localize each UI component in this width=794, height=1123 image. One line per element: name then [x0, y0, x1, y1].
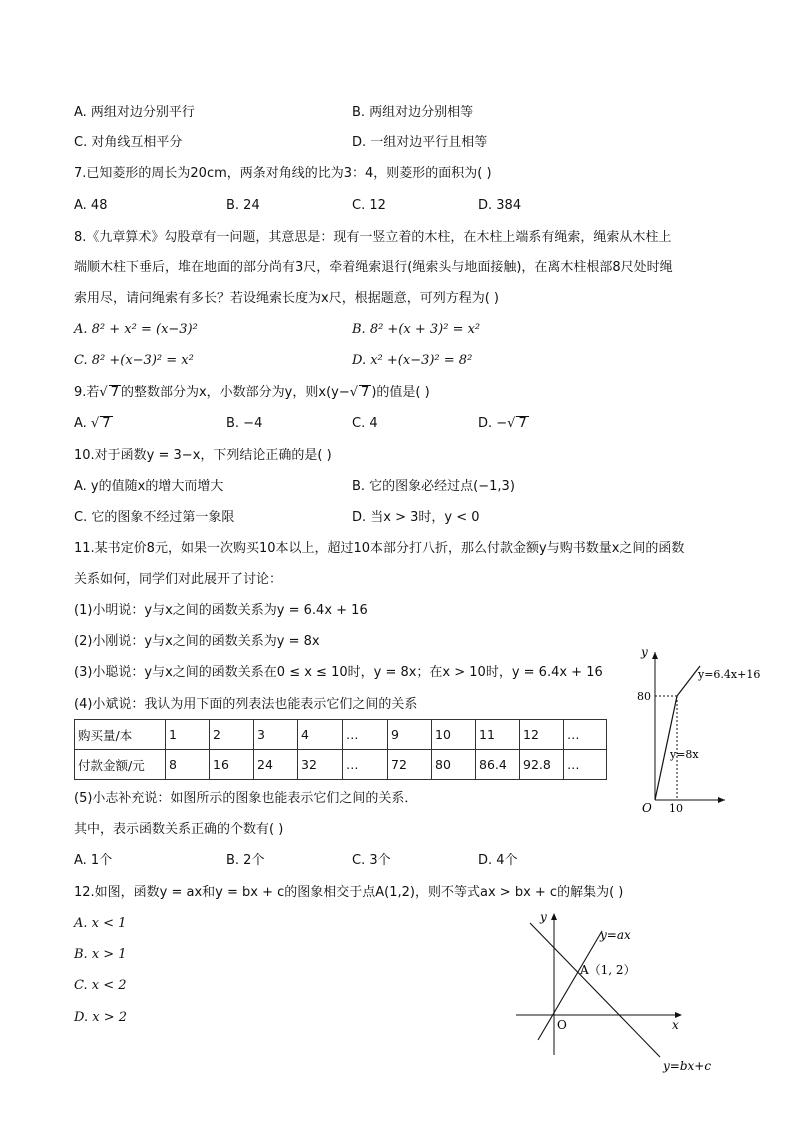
table-cell: … — [564, 720, 607, 750]
table-cell: 付款金额/元 — [75, 750, 166, 780]
q11-statement-1: (1)小明说：y与x之间的函数关系为y = 6.4x + 16 — [74, 603, 368, 618]
q8-option-d: D. x² +(x−3)² = 8² — [352, 353, 473, 368]
q11-origin: O — [642, 801, 652, 815]
table-cell: 4 — [298, 720, 343, 750]
q11-x-arrow-icon — [718, 797, 725, 803]
q11-line1-label: y=6.4x+16 — [698, 668, 761, 681]
q12-stem: 12.如图，函数y = ax和y = bx + c的图象相交于点A(1,2)，则不等式ax > bx + c的解集为( ) — [74, 885, 624, 900]
q12-x-label: x — [672, 1018, 679, 1032]
table-cell: 9 — [388, 720, 432, 750]
q8-option-c: C. 8² +(x−3)² = x² — [74, 353, 194, 368]
q11-option-d: D. 4个 — [478, 853, 518, 868]
q11-line-6-4x — [677, 666, 700, 696]
q9-option-d: D. −√ 7 — [478, 416, 527, 431]
table-cell: … — [564, 750, 607, 780]
table-cell: 24 — [254, 750, 298, 780]
q8-stem-line1: 8.《九章算术》勾股章有一问题，其意思是：现有一竖立着的木柱，在木柱上端系有绳索，绳索从木柱上 — [74, 230, 672, 245]
q11-statement-4: (4)小斌说：我认为用下面的列表法也能表示它们之间的关系 — [74, 697, 418, 712]
table-cell: 92.8 — [520, 750, 564, 780]
table-cell: … — [343, 750, 388, 780]
q9-stem-mid: 的整数部分为x，小数部分为y，则x(y− — [120, 385, 350, 400]
q9-option-b: B. −4 — [226, 416, 263, 431]
q10-option-b: B. 它的图象必经过点(−1,3) — [352, 479, 515, 494]
q9-stem-pre: 9.若 — [74, 385, 100, 400]
table-cell: 1 — [166, 720, 210, 750]
q12-graph — [510, 905, 730, 1080]
table-cell: 72 — [388, 750, 432, 780]
q12-line-ax — [538, 931, 602, 1040]
q11-question: 其中，表示函数关系正确的个数有( ) — [74, 822, 284, 837]
table-cell: 32 — [298, 750, 343, 780]
q6-option-c: C. 对角线互相平分 — [74, 135, 183, 150]
q10-option-d: D. 当x > 3时，y < 0 — [352, 510, 480, 525]
q12-y-arrow-icon — [551, 913, 557, 920]
table-cell: 16 — [210, 750, 254, 780]
table-cell: 10 — [432, 720, 476, 750]
q12-point-a: A（1, 2） — [580, 963, 636, 977]
q7-option-b: B. 24 — [226, 198, 260, 213]
q6-option-a: A. 两组对边分别平行 — [74, 105, 195, 120]
q12-origin: O — [557, 1018, 567, 1032]
q8-stem-line2: 端顺木柱下垂后，堆在地面的部分尚有3尺，牵着绳索退行(绳索头与地面接触)，在离木柱根部8尺处时绳 — [74, 260, 673, 275]
q12-option-a: A. x < 1 — [74, 916, 127, 931]
q11-option-a: A. 1个 — [74, 853, 113, 868]
table-cell: 12 — [520, 720, 564, 750]
q11-x-tick: 10 — [669, 802, 683, 815]
q9-radicand-2: 7 — [361, 385, 370, 400]
q11-statement-3: (3)小聪说：y与x之间的函数关系在0 ≤ x ≤ 10时，y = 8x；在x > 10时，y = 6.4x + 16 — [74, 665, 603, 680]
q7-option-a: A. 48 — [74, 198, 108, 213]
q9-stem-post: )的值是( ) — [371, 385, 430, 400]
table-cell: 8 — [166, 750, 210, 780]
q12-line1-label: y=ax — [600, 928, 631, 942]
q12-option-c: C. x < 2 — [74, 978, 127, 993]
q9-option-a: A. √ 7 — [74, 416, 111, 431]
q6-option-b: B. 两组对边分别相等 — [352, 105, 474, 120]
q8-option-a: A. 8² + x² = (x−3)² — [74, 322, 198, 337]
q9-option-a-radicand: 7 — [102, 416, 111, 431]
q11-graph — [620, 640, 770, 815]
q11-option-b: B. 2个 — [226, 853, 265, 868]
q9-stem: 9.若√ 7 的整数部分为x，小数部分为y，则x(y−√ 7 )的值是( ) — [74, 385, 430, 400]
q8-option-b: B. 8² +(x + 3)² = x² — [352, 322, 481, 337]
q11-stem-line1: 11.某书定价8元，如果一次购买10本以上，超过10本部分打八折，那么付款金额y与购书数量x之间的函数 — [74, 541, 685, 556]
q11-option-c: C. 3个 — [352, 853, 391, 868]
q11-stem-line2: 关系如何，同学们对此展开了讨论： — [74, 572, 283, 587]
table-cell: 80 — [432, 750, 476, 780]
table-cell: 86.4 — [476, 750, 520, 780]
q11-table — [74, 719, 607, 780]
q9-option-d-prefix: D. − — [478, 416, 508, 431]
q12-line2-label: y=bx+c — [663, 1059, 712, 1073]
q6-option-d: D. 一组对边平行且相等 — [352, 135, 488, 150]
q12-option-b: B. x > 1 — [74, 947, 127, 962]
table-cell: … — [343, 720, 388, 750]
table-cell: 购买量/本 — [75, 720, 166, 750]
q9-option-a-prefix: A. — [74, 416, 87, 431]
q9-option-d-radicand: 7 — [518, 416, 527, 431]
q11-y-arrow-icon — [652, 652, 658, 659]
q7-option-d: D. 384 — [478, 198, 522, 213]
table-cell: 3 — [254, 720, 298, 750]
q11-line2-label: y=8x — [670, 748, 699, 761]
q10-option-a: A. y的值随x的增大而增大 — [74, 479, 224, 494]
table-row — [75, 750, 607, 780]
q11-statement-5: (5)小志补充说：如图所示的图象也能表示它们之间的关系． — [74, 791, 418, 806]
q12-option-d: D. x > 2 — [74, 1010, 127, 1025]
table-cell: 11 — [476, 720, 520, 750]
table-row — [75, 720, 607, 750]
q9-option-c: C. 4 — [352, 416, 378, 431]
table-cell: 2 — [210, 720, 254, 750]
q10-stem: 10.对于函数y = 3−x，下列结论正确的是( ) — [74, 448, 332, 463]
q8-stem-line3: 索用尽，请问绳索有多长？若设绳索长度为x尺，根据题意，可列方程为( ) — [74, 291, 499, 306]
q7-stem: 7.已知菱形的周长为20cm，两条对角线的比为3：4，则菱形的面积为( ) — [74, 166, 492, 181]
q12-y-label: y — [540, 910, 547, 924]
q11-statement-2: (2)小刚说：y与x之间的函数关系为y = 8x — [74, 634, 320, 649]
q10-option-c: C. 它的图象不经过第一象限 — [74, 510, 235, 525]
q11-y-tick: 80 — [637, 690, 651, 703]
q7-option-c: C. 12 — [352, 198, 386, 213]
q11-y-label: y — [641, 645, 648, 659]
q9-radicand: 7 — [110, 385, 119, 400]
